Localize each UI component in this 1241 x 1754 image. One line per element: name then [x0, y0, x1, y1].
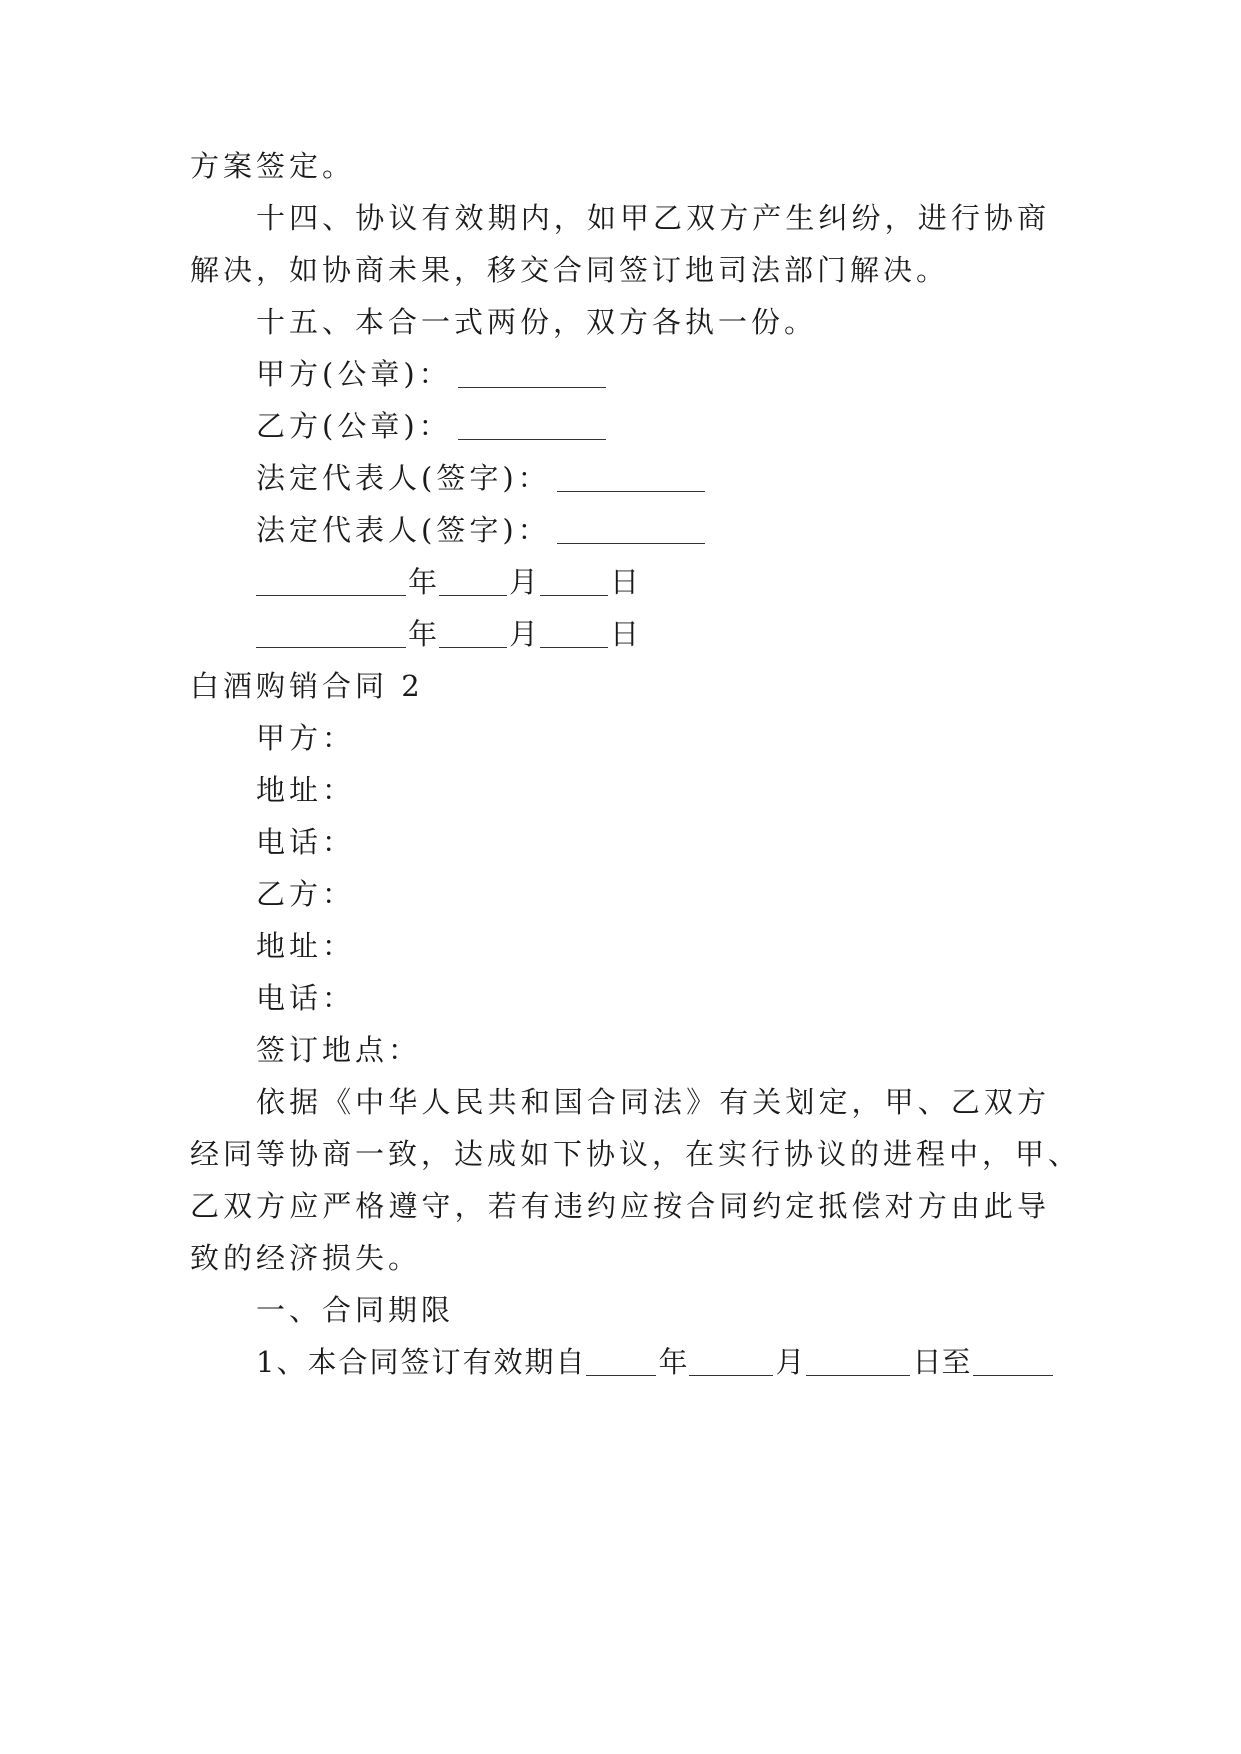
signature-blank[interactable] [458, 409, 606, 440]
sign-place: 签订地点： [256, 1033, 422, 1067]
section-1-title: 一、合同期限 [256, 1293, 455, 1327]
month-label: 月 [509, 565, 539, 599]
party-b-address: 地址： [256, 929, 356, 963]
preamble-line-1: 依据《中华人民共和国合同法》有关划定，甲、乙双方 [256, 1085, 1050, 1119]
date-line-1 [256, 560, 1050, 604]
day-to-label: 日至 [912, 1345, 971, 1379]
section-1-item-1 [256, 1340, 1050, 1384]
year-blank[interactable] [256, 565, 406, 596]
contract-2-title: 白酒购销合同 2 [190, 669, 424, 703]
paragraph-fangan: 方案签定。 [190, 149, 356, 183]
day-blank[interactable] [540, 617, 608, 648]
signature-label: 乙方(公章)： [256, 409, 452, 443]
preamble-line-3: 乙双方应严格遵守，若有违约应按合同约定抵偿对方由此导 [190, 1189, 1050, 1223]
clause-14-line-1: 十四、协议有效期内，如甲乙双方产生纠纷，进行协商 [256, 201, 1050, 235]
clause-15: 十五、本合一式两份，双方各执一份。 [256, 305, 818, 339]
signature-label: 法定代表人(签字)： [256, 461, 551, 495]
month-label: 月 [775, 1345, 805, 1379]
party-a-address: 地址： [256, 773, 356, 807]
year-blank[interactable] [586, 1345, 656, 1376]
clause-14-line-2: 解决，如协商未果，移交合同签订地司法部门解决。 [190, 253, 950, 287]
party-b-label: 乙方： [256, 877, 356, 911]
month-label: 月 [509, 617, 539, 651]
signature-party-a-seal [256, 352, 1050, 396]
party-a-phone: 电话： [256, 825, 356, 859]
preamble-line-4: 致的经济损失。 [190, 1241, 422, 1275]
term-prefix: 1、本合同签订有效期自 [256, 1345, 587, 1379]
day-blank[interactable] [540, 565, 608, 596]
signature-blank[interactable] [557, 513, 705, 544]
month-blank[interactable] [439, 565, 507, 596]
party-a-label: 甲方： [256, 721, 356, 755]
day-label: 日 [610, 565, 640, 599]
signature-rep-a [256, 456, 1050, 500]
signature-label: 甲方(公章)： [256, 357, 452, 391]
month-blank[interactable] [689, 1345, 773, 1376]
year-label: 年 [658, 1345, 688, 1379]
date-line-2 [256, 612, 1050, 656]
signature-blank[interactable] [557, 461, 705, 492]
year-label: 年 [408, 565, 438, 599]
end-date-blank[interactable] [973, 1345, 1053, 1376]
signature-label: 法定代表人(签字)： [256, 513, 551, 547]
day-blank[interactable] [806, 1345, 910, 1376]
party-b-phone: 电话： [256, 981, 356, 1015]
signature-party-b-seal [256, 404, 1050, 448]
year-blank[interactable] [256, 617, 406, 648]
signature-blank[interactable] [458, 357, 606, 388]
year-label: 年 [408, 617, 438, 651]
signature-rep-b [256, 508, 1050, 552]
day-label: 日 [610, 617, 640, 651]
month-blank[interactable] [439, 617, 507, 648]
preamble-line-2: 经同等协商一致，达成如下协议，在实行协议的进程中，甲、 [190, 1137, 1082, 1171]
